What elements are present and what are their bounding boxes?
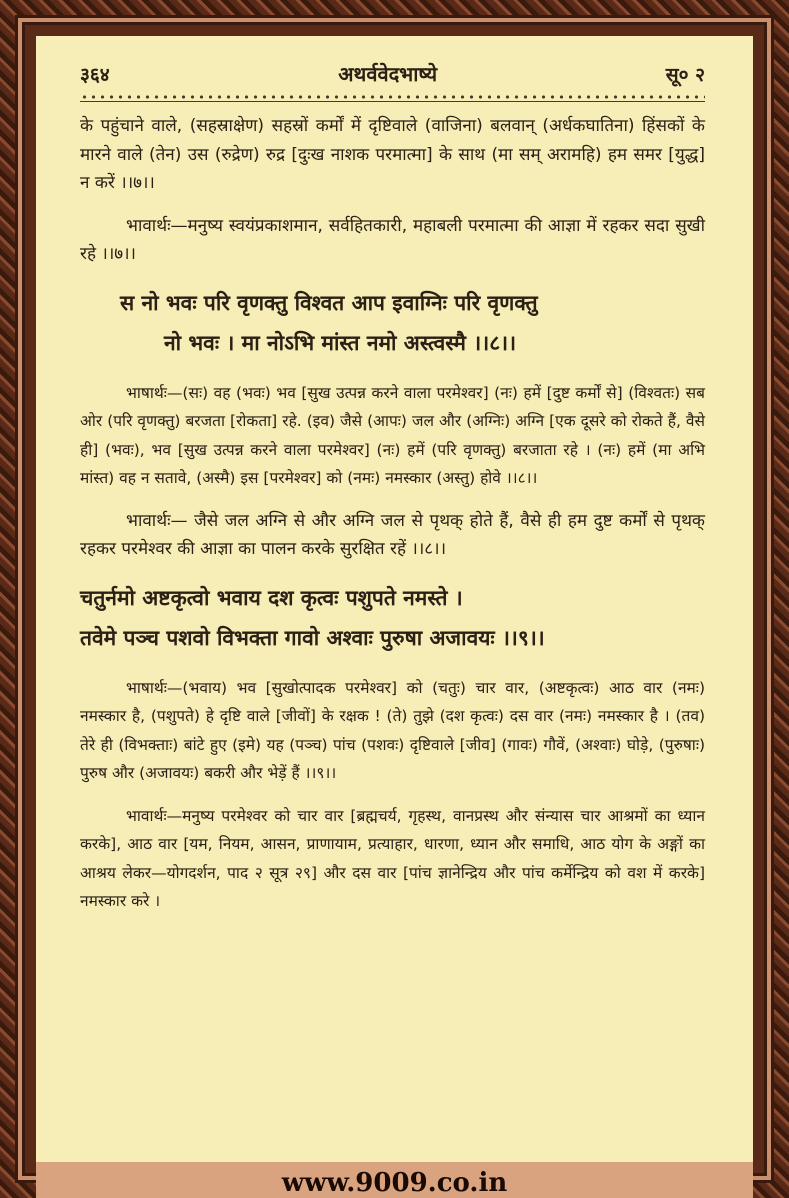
mantra-8-line-2: नो भवः । मा नोऽभि मांस्त नमो अस्त्वस्मै ।।८।। — [164, 329, 517, 355]
commentary-paragraph-7: के पहुंचाने वाले, (सहस्राक्षेण) सहस्रों कर्मों में दृष्टिवाले (वाजिना) बलवान् (अर्धकघातिना) हिंसकों के मारने वाले (तेन) उस (रुद्रेण) रुद्र [दुःख नाशक परमात्मा] के साथ (मा सम् अरामहि) हम समर [युद्ध] न करें ।।७।। — [80, 116, 705, 193]
website-url: www.9009.co.in — [281, 1168, 508, 1198]
sukta-number: सू० २ — [665, 64, 705, 86]
page-number: ३६४ — [80, 64, 110, 86]
mantra-8-line-1: स नो भवः परि वृणक्तु विश्वत आप इवाग्निः परि वृणक्तु — [120, 289, 538, 315]
bhavartha-7: भावार्थः—मनुष्य स्वयंप्रकाशमान, सर्वहितकारी, महाबली परमात्मा की आज्ञा में रहकर सदा सुखी रहे ।।७।। — [80, 215, 705, 264]
bhashartha-8: भाषार्थः—(सः) वह (भवः) भव [सुख उत्पन्न करने वाला परमेश्वर] (नः) हमें [दुष्ट कर्मों से] (विश्वतः) सब ओर (परि वृणक्तु) बरजता [रोकता] रहे. (इव) जैसे (आपः) जल और (अग्निः) अग्नि [एक दूसरे को रोकते हैं, वैसे ही] (भवः), भव [सुख उत्पन्न करने वाला परमेश्वर] (नः) हमें (परि वृणक्तु) बरजाता रहे । (नः) हमें (मा अभि मांस्त) वह न सतावे, (अस्मै) इस [परमेश्वर] को (नमः) नमस्कार (अस्तु) होवे ।।८।। — [80, 383, 705, 487]
mantra-9 — [80, 578, 705, 658]
footer-band — [36, 1162, 753, 1198]
book-page — [36, 36, 753, 1162]
bhavartha-8: भावार्थः— जैसे जल अग्नि से और अग्नि जल से पृथक् होते हैं, वैसे ही हम दुष्ट कर्मों से पृथक् रहकर परमेश्वर की आज्ञा का पालन करके सुरक्षित रहें ।।८।। — [80, 510, 705, 559]
mantra-9-line-1: चतुर्नमो अष्टकृत्वो भवाय दश कृत्वः पशुपते नमस्ते । — [80, 584, 463, 610]
mantra-9-line-2: तवेमे पञ्च पशवो विभक्ता गावो अश्वाः पुरुषा अजावयः ।।९।। — [80, 624, 545, 650]
mantra-8 — [80, 283, 705, 363]
header-divider — [80, 93, 705, 102]
bhavartha-9: भावार्थः—मनुष्य परमेश्वर को चार वार [ब्रह्मचर्य, गृहस्थ, वानप्रस्थ और संन्यास चार आश्रमों का ध्यान करके], आठ वार [यम, नियम, आसन, प्राणायाम, प्रत्याहार, धारणा, ध्यान और समाधि, आठ योग के अङ्गों का आश्रय लेकर—योगदर्शन, पाद २ सूत्र २९] और दस वार [पांच ज्ञानेन्द्रिय और पांच कर्मेन्द्रिय को वश में करके] नमस्कार करे । — [80, 806, 705, 910]
page-header — [80, 50, 705, 89]
bhashartha-9: भाषार्थः—(भवाय) भव [सुखोत्पादक परमेश्वर] को (चतुः) चार वार, (अष्टकृत्वः) आठ वार (नमः) नमस्कार है, (पशुपते) हे दृष्टि वाले [जीवों] के रक्षक ! (ते) तुझे (दश कृत्वः) दस वार (नमः) नमस्कार है । (तव) तेरे ही (विभक्ताः) बांटे हुए (इमे) यह (पञ्च) पांच (पशवः) दृष्टिवाले [जीव] (गावः) गौवें, (अश्वाः) घोड़े, (पुरुषाः) पुरुष और (अजावयः) बकरी और भेड़ें हैं ।।९।। — [80, 678, 705, 782]
book-title: अथर्ववेदभाष्ये — [338, 62, 438, 86]
